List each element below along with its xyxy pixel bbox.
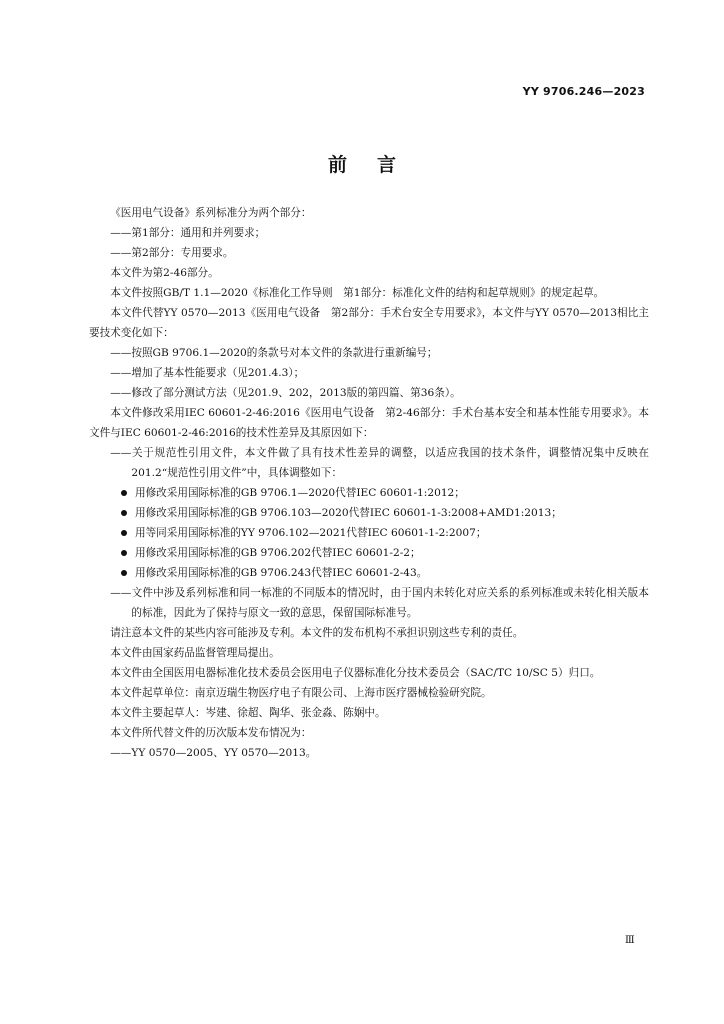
bullet-item <box>89 483 649 503</box>
bullet-item <box>89 543 649 563</box>
paragraph-drafters: 本文件主要起草人：岑建、徐超、陶华、张金淼、陈娴中。 <box>110 707 386 719</box>
bullet-dot-icon <box>121 510 127 516</box>
bullet-text: 用修改采用国际标准的GB 9706.1—2020代替IEC 60601-1:2012； <box>135 487 465 499</box>
bullet-item <box>89 563 649 583</box>
dash-item-renumber: ——按照GB 9706.1—2020的条款号对本文件的条款进行重新编号； <box>110 347 438 359</box>
page-title: 前言 <box>327 154 426 176</box>
bullet-text: 用等同采用国际标准的YY 9706.102—2021代替IEC 60601-1-2:2007； <box>135 527 487 539</box>
paragraph-iec-adoption: 本文件修改采用IEC 60601-2-46:2016《医用电气设备 第2-46部分：手术台基本安全和基本性能专用要求》。本文件与IEC 60601-2-46:2016的技术性差异及其原因如下： <box>89 407 649 439</box>
dash-item-normative-references: ——关于规范性引用文件，本文件做了具有技术性差异的调整，以适应我国的技术条件，调整情况集中反映在201.2“规范性引用文件”中，具体调整如下： <box>110 447 649 479</box>
paragraph-series-intro: 《医用电气设备》系列标准分为两个部分： <box>110 207 312 219</box>
bullet-text: 用修改采用国际标准的GB 9706.202代替IEC 60601-2-2； <box>135 547 421 559</box>
paragraph-patent-notice: 请注意本文件的某些内容可能涉及专利。本文件的发布机构不承担识别这些专利的责任。 <box>110 627 524 639</box>
bullet-dot-icon <box>121 550 127 556</box>
bullet-text: 用修改采用国际标准的GB 9706.243代替IEC 60601-2-43。 <box>135 567 428 579</box>
bullet-dot-icon <box>121 530 127 536</box>
paragraph-technical-committee: 本文件由全国医用电器标准化技术委员会医用电子仪器标准化分技术委员会（SAC/TC 10/SC 5）归口。 <box>110 667 601 679</box>
bullet-item <box>89 523 649 543</box>
paragraph-history-intro: 本文件所代替文件的历次版本发布情况为： <box>110 727 312 739</box>
bullet-dot-icon <box>121 570 127 576</box>
paragraph-drafting-rules: 本文件按照GB/T 1.1—2020《标准化工作导则 第1部分：标准化文件的结构和起草规则》的规定起草。 <box>110 287 605 299</box>
document-body <box>89 203 649 763</box>
dash-item-series-standards: ——文件中涉及系列标准和同一标准的不同版本的情况时，由于国内未转化对应关系的系列标准或未转化相关版本的标准，因此为了保持与原文一致的意思，保留国际标准号。 <box>110 587 649 619</box>
bullet-item <box>89 503 649 523</box>
standard-code: YY 9706.246—2023 <box>522 85 645 98</box>
dash-item-history: ——YY 0570—2005、YY 0570—2013。 <box>110 747 317 759</box>
bullet-text: 用修改采用国际标准的GB 9706.103—2020代替IEC 60601-1-3:2008+AMD1:2013； <box>135 507 562 519</box>
paragraph-proposed-by: 本文件由国家药品监督管理局提出。 <box>110 647 280 659</box>
dash-item-essential-performance: ——增加了基本性能要求（见201.4.3）； <box>110 367 305 379</box>
dash-item-part2: ——第2部分：专用要求。 <box>110 247 234 259</box>
dash-item-part1: ——第1部分：通用和并列要求； <box>110 227 266 239</box>
paragraph-drafting-units: 本文件起草单位：南京迈瑞生物医疗电子有限公司、上海市医疗器械检验研究院。 <box>110 687 492 699</box>
paragraph-replaces: 本文件代替YY 0570—2013《医用电气设备 第2部分：手术台安全专用要求》，本文件与YY 0570—2013相比主要技术变化如下： <box>89 307 649 339</box>
page-number: Ⅲ <box>625 935 635 946</box>
paragraph-part-number: 本文件为第2-46部分。 <box>110 267 219 279</box>
dash-item-test-methods: ——修改了部分测试方法（见201.9、202，2013版的第四篇、第36条）。 <box>110 387 461 399</box>
bullet-dot-icon <box>121 490 127 496</box>
